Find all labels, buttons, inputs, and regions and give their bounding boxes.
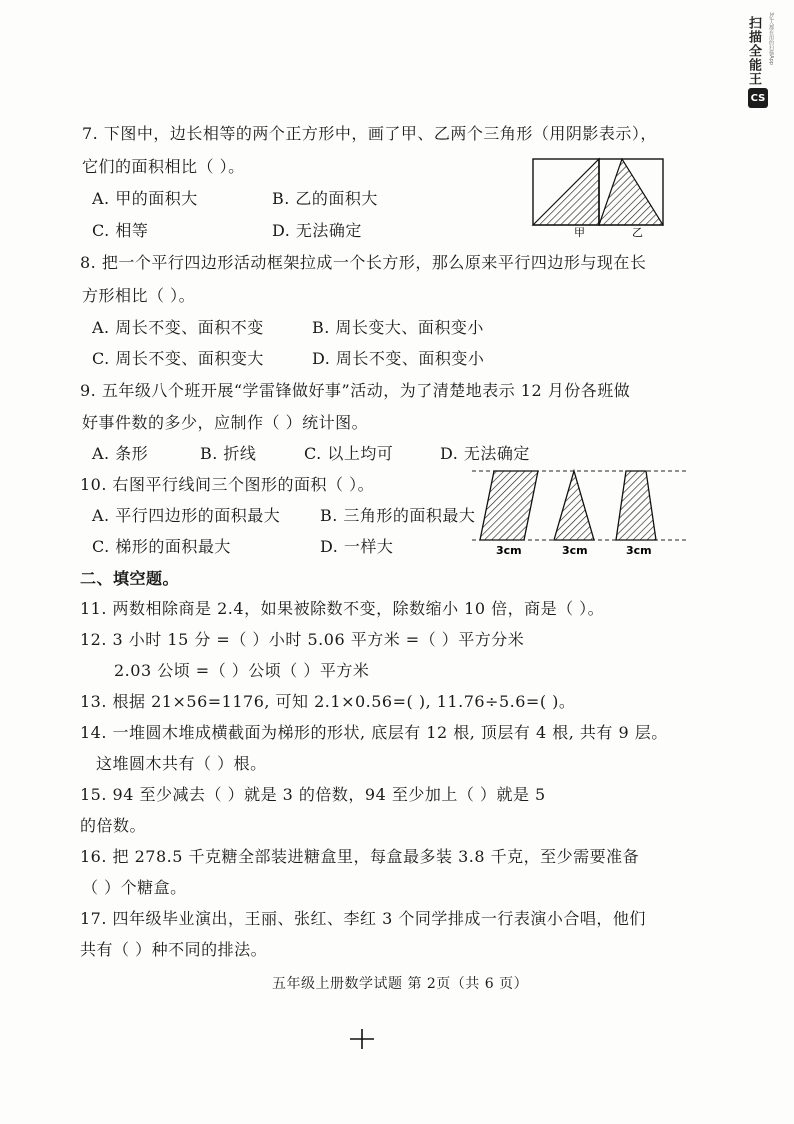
scanner-watermark <box>744 12 778 120</box>
q17-line2: 共有（ ）种不同的排法。 <box>80 940 268 959</box>
q12-line1: 12. 3 小时 15 分 =（ ）小时 5.06 平方米 =（ ）平方分米 <box>80 630 525 649</box>
q7-option-b: B. 乙的面积大 <box>272 189 378 208</box>
q7-option-a: A. 甲的面积大 <box>92 189 198 208</box>
watermark-subtitle: 3亿人都在用的扫描App <box>768 12 774 65</box>
q9-option-a: A. 条形 <box>92 444 149 463</box>
q17-line1: 17. 四年级毕业演出，王丽、张红、李红 3 个同学排成一行表演小合唱，他们 <box>80 909 646 928</box>
q7-line2: 它们的面积相比（ ）。 <box>82 157 245 176</box>
q9-option-c: C. 以上均可 <box>304 444 394 463</box>
q15-line1: 15. 94 至少减去（ ）就是 3 的倍数，94 至少加上（ ）就是 5 <box>80 785 546 804</box>
q10-label-trapezoid: 3cm <box>626 544 652 557</box>
q7-label-jia: 甲 <box>574 226 585 238</box>
section-fill-in-blank-heading: 二、填空题。 <box>80 569 180 588</box>
q9-line1: 9. 五年级八个班开展“学雷锋做好事”活动，为了清楚地表示 12 月份各班做 <box>80 381 631 400</box>
q14-line2: 这堆圆木共有（ ）根。 <box>96 754 267 773</box>
q14-line1: 14. 一堆圆木堆成横截面为梯形的形状, 底层有 12 根, 顶层有 4 根, 共有 9 层。 <box>80 723 668 742</box>
q7-line1: 7. 下图中，边长相等的两个正方形中，画了甲、乙两个三角形（用阴影表示）， <box>82 124 657 143</box>
q11-line: 11. 两数相除商是 2.4，如果被除数不变，除数缩小 10 倍，商是（ ）。 <box>80 599 605 618</box>
q13-line: 13. 根据 21×56=1176, 可知 2.1×0.56=( ), 11.76÷5.6=( )。 <box>80 692 576 711</box>
q10-line1: 10. 右图平行线间三个图形的面积（ ）。 <box>80 475 375 494</box>
q10-option-d: D. 一样大 <box>320 537 394 556</box>
q7-option-d: D. 无法确定 <box>272 221 362 240</box>
q12-line2: 2.03 公顷 =（ ）公顷（ ）平方米 <box>114 661 370 680</box>
q7-label-yi: 乙 <box>632 226 643 238</box>
q8-option-d: D. 周长不变、面积变小 <box>312 349 485 368</box>
q8-option-c: C. 周长不变、面积变大 <box>92 349 264 368</box>
q10-option-a: A. 平行四边形的面积最大 <box>92 506 281 525</box>
q9-option-b: B. 折线 <box>200 444 257 463</box>
q16-line1: 16. 把 278.5 千克糖全部装进糖盒里，每盒最多装 3.8 千克，至少需要准备 <box>80 847 640 866</box>
q8-line1: 8. 把一个平行四边形活动框架拉成一个长方形，那么原来平行四边形与现在长 <box>80 253 647 272</box>
q15-line2: 的倍数。 <box>80 816 147 835</box>
q9-option-d: D. 无法确定 <box>440 444 530 463</box>
q16-line2: （ ）个糖盒。 <box>82 878 187 897</box>
q7-squares-figure <box>530 156 666 238</box>
registration-cross-mark <box>348 1028 376 1050</box>
q10-label-parallelogram: 3cm <box>496 544 522 557</box>
q8-option-a: A. 周长不变、面积不变 <box>92 318 264 337</box>
q10-option-b: B. 三角形的面积最大 <box>320 506 476 525</box>
page-footer: 五年级上册数学试题 第 2页（共 6 页） <box>272 976 529 992</box>
q10-parallel-lines-figure <box>470 462 692 558</box>
q9-line2: 好事件数的多少，应制作（ ）统计图。 <box>82 413 369 432</box>
q7-option-c: C. 相等 <box>92 221 149 240</box>
watermark-title: 扫描全能王 <box>746 16 761 86</box>
q8-line2: 方形相比（ ）。 <box>82 286 196 305</box>
q8-option-b: B. 周长变大、面积变小 <box>312 318 484 337</box>
cs-logo-icon: CS <box>748 88 768 108</box>
q10-option-c: C. 梯形的面积最大 <box>92 537 231 556</box>
q10-label-triangle: 3cm <box>562 544 588 557</box>
